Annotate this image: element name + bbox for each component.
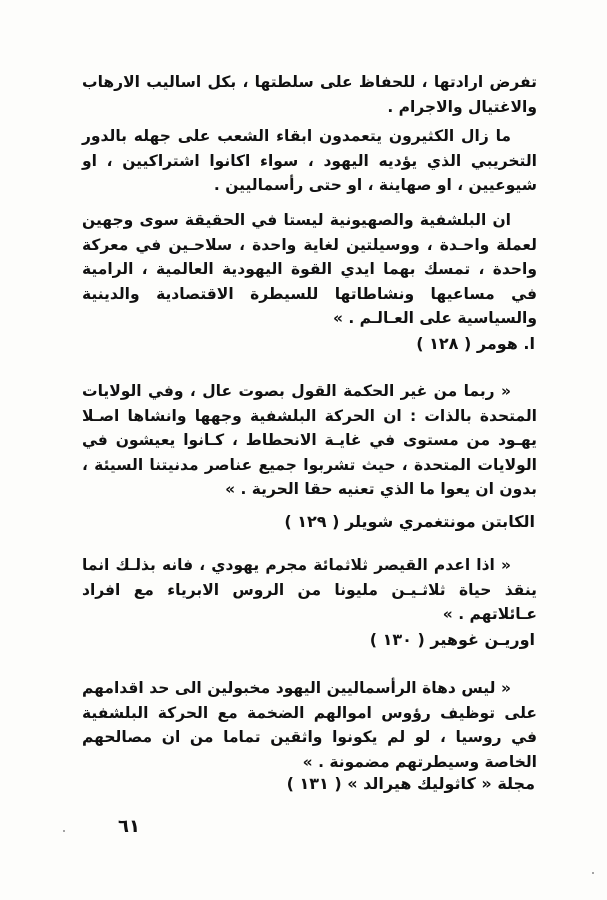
citation-131: مجلة « كاثوليك هيرالد » ( ١٣١ ) [286, 774, 535, 793]
paragraph-5-text: « اذا اعدم القيصر ثلاثمائة مجرم يهودي ، فانه بذلـك انما ينقذ حياة ثلاثـيـن مليونا من الروس الابرياء مع افراد عـائلاتهم . » [82, 556, 537, 623]
paragraph-2 [82, 124, 537, 198]
paragraph-5 [82, 553, 537, 627]
paragraph-4 [82, 379, 537, 502]
paragraph-1-text: تفرض ارادتها ، للحفاظ على سلطتها ، بكل اساليب الارهاب والاغتيال والاجرام . [82, 73, 537, 116]
paragraph-3-text: ان البلشفية والصهيونية ليستا في الحقيقة سوى وجهين لعملة واحـدة ، ووسيلتين لغاية واحدة ، سلاحـين في معركة واحدة ، تمسك بهما ايدي القوة اليهودية العالمية ، الرامية في مساعيها ونشاطاتها للسيطرة الاقتصادية والدينية والسياسية على العـالـم . » [82, 211, 537, 327]
paragraph-6-text: « ليس دهاة الرأسماليين اليهود مخبولين الى حد اقدامهم على توظيف رؤوس اموالهم الضخمة مع الحركة البلشفية في روسيا ، لو لم يكونوا واثقين تماما من ان مصالحهم الخاصة وسيطرتهم مضمونة . » [82, 679, 537, 771]
paragraph-1 [82, 70, 537, 119]
paragraph-2-text: ما زال الكثيرون يتعمدون ابقاء الشعب على جهله بالدور التخريبي الذي يؤديه اليهود ، سواء اكانوا اشتراكيين ، او شيوعيين ، او صهاينة ، او حتى رأسماليين . [82, 127, 537, 194]
scan-speck [592, 872, 594, 874]
citation-130: اوريـن غوهير ( ١٣٠ ) [369, 630, 535, 649]
paragraph-3 [82, 208, 537, 331]
page-number: ٦١ [118, 816, 140, 837]
citation-129: الكابتن مونتغمري شويلر ( ١٢٩ ) [284, 512, 535, 531]
paragraph-4-text: « ربما من غير الحكمة القول بصوت عال ، وفي الولايات المتحدة بالذات : ان الحركة البلشفية وجهها وانشاها اصـلا يهـود من مستوى في غايـة الانحطاط ، كـانوا يعيشون في الولايات المتحدة ، حيث تشربوا جميع عناصر مدنيتنا السيئة ، بدون ان يعوا ما الذي تعنيه حقا الحرية . » [82, 382, 537, 498]
paragraph-6 [82, 676, 537, 774]
citation-128: ا. هومر ( ١٢٨ ) [416, 334, 535, 353]
scan-speck [63, 830, 65, 832]
